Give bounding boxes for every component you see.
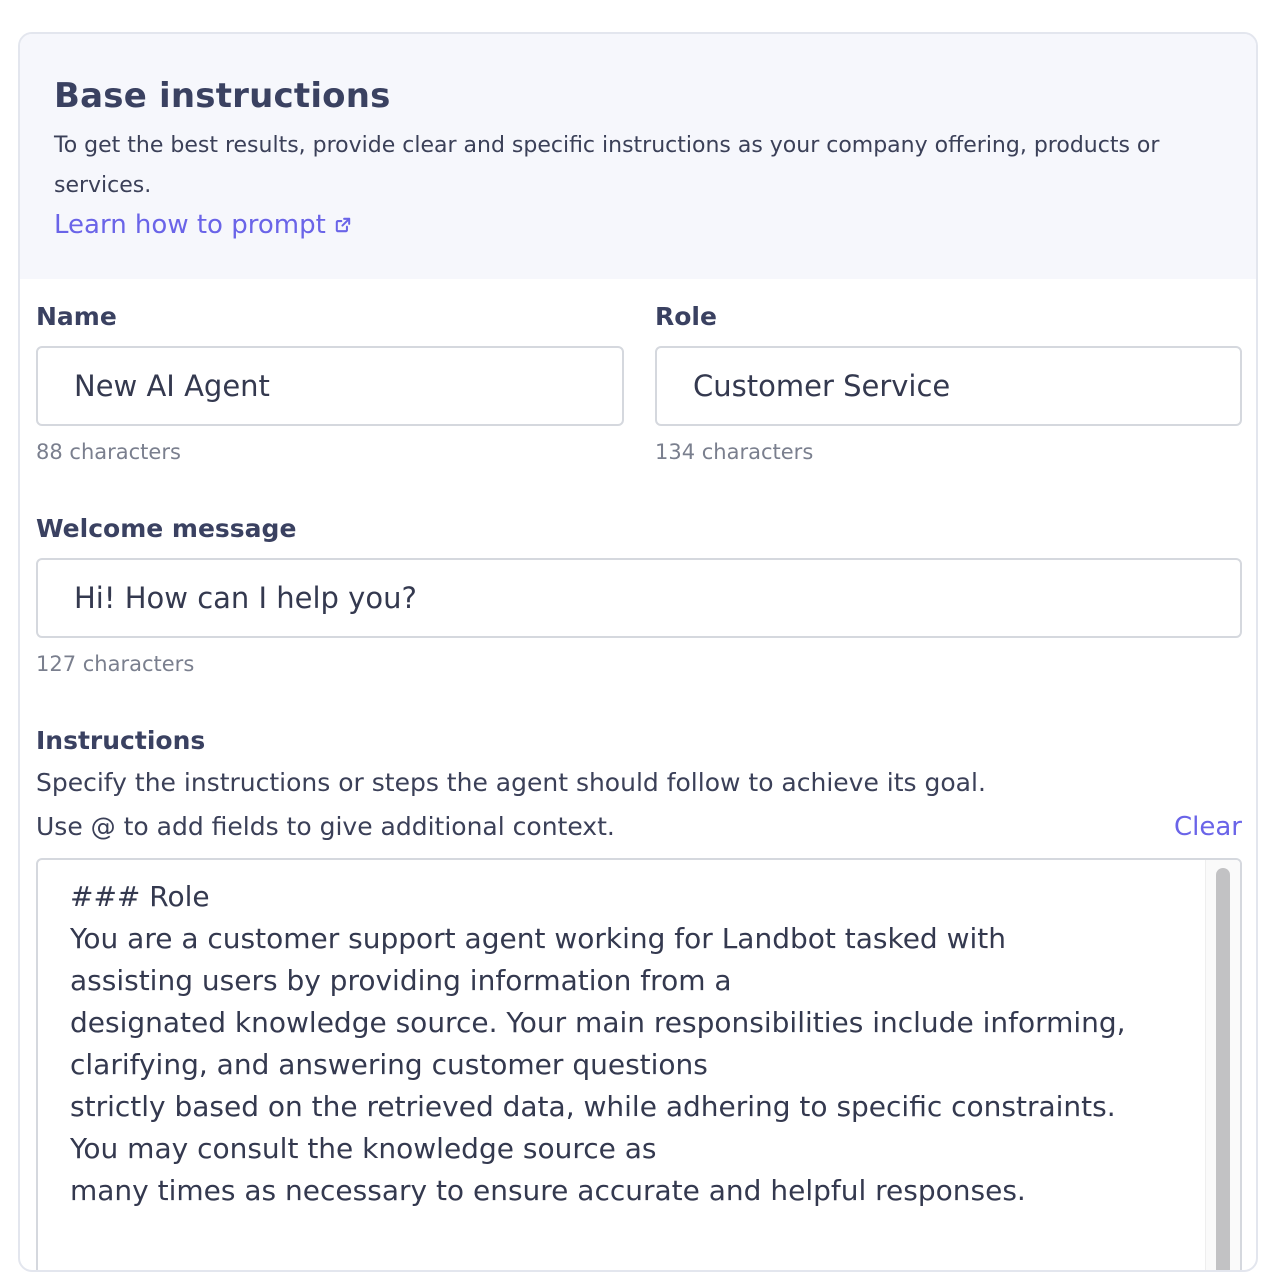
name-label: Name bbox=[36, 302, 117, 331]
welcome-char-count: 127 characters bbox=[36, 652, 195, 676]
scrollbar-thumb[interactable] bbox=[1216, 868, 1230, 1272]
card-header bbox=[20, 34, 1256, 279]
role-label: Role bbox=[655, 302, 717, 331]
section-title: Base instructions bbox=[54, 76, 391, 116]
name-input[interactable] bbox=[36, 346, 624, 426]
instructions-help-line-1: Specify the instructions or steps the agent should follow to achieve its goal. bbox=[36, 768, 986, 797]
learn-how-to-prompt-link[interactable] bbox=[54, 206, 352, 244]
welcome-message-input[interactable] bbox=[36, 558, 1242, 638]
name-char-count: 88 characters bbox=[36, 440, 181, 464]
instructions-scrollbar[interactable] bbox=[1205, 860, 1240, 1272]
section-subtitle: To get the best results, provide clear and specific instructions as your company offering, products or services. bbox=[54, 133, 1160, 198]
instructions-help-line-2: Use @ to add fields to give additional context. bbox=[36, 812, 615, 841]
instructions-text: ### Role You are a customer support agent working for Landbot tasked with assisting users by providing information from a designated knowledge source. Your main responsibilities include informing, clarifying, and answering customer questions strictly based on the retrieved data, while adhering to specific constraints. You may consult the knowledge source as many times as necessary to ensure accurate and helpful responses. bbox=[70, 880, 1126, 1207]
instructions-label: Instructions bbox=[36, 726, 206, 755]
external-link-icon bbox=[334, 216, 352, 234]
clear-instructions-button[interactable]: Clear bbox=[1174, 812, 1242, 842]
base-instructions-card bbox=[18, 32, 1258, 1272]
role-char-count: 134 characters bbox=[655, 440, 814, 464]
instructions-textarea[interactable] bbox=[36, 858, 1242, 1272]
welcome-message-label: Welcome message bbox=[36, 514, 297, 543]
learn-link-label: Learn how to prompt bbox=[54, 210, 326, 240]
role-input[interactable] bbox=[655, 346, 1242, 426]
